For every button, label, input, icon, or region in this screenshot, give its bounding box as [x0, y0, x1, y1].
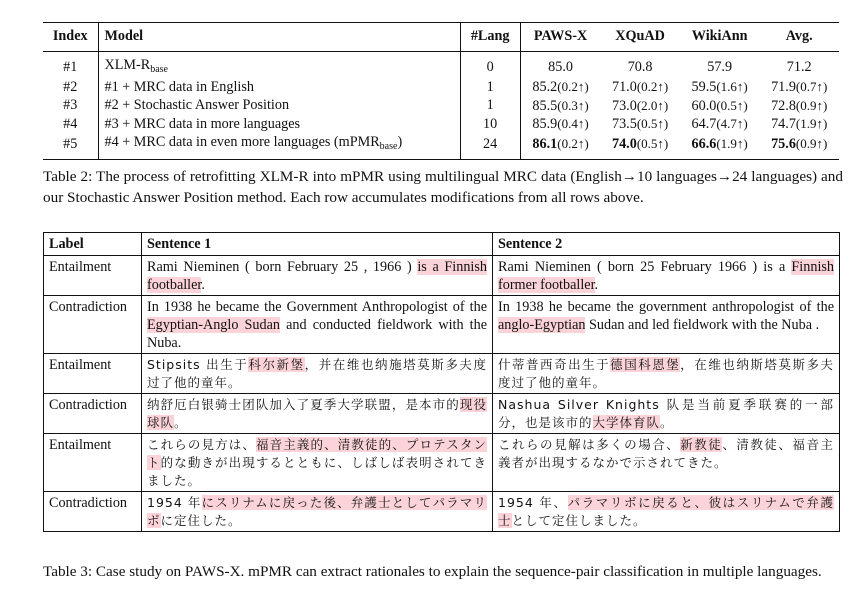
wikiann-value: 59.5	[691, 79, 717, 95]
table2-caption: Table 2: The process of retrofitting XLM-R into mPMR using multilingual MRC data (English→10 languages→24 languages) and our Stochastic Answer Position method. Each row accumulates modifications from all rows above.	[43, 168, 843, 206]
pawsx-value: 85.2	[532, 79, 558, 95]
sentence-text: 什蒂普西奇出生于	[498, 357, 611, 372]
col-sentence1-header: Sentence 1	[142, 233, 493, 256]
cell-avg	[759, 134, 839, 160]
sentence-2	[493, 434, 840, 492]
sentence-text: として定住しました。	[511, 513, 647, 528]
row-model: #2 + Stochastic Answer Position	[98, 97, 460, 116]
sentence-text: Rami Nieminen ( born February 25 , 1966 )	[147, 259, 418, 275]
table-row	[43, 51, 839, 78]
col-pawsx-header: PAWS-X	[533, 28, 588, 44]
results-table	[43, 22, 839, 160]
sentence-text: 1954 年	[147, 495, 202, 510]
sentence-text: In 1938 he became the Government Anthropologist of the	[147, 299, 487, 315]
cell-avg	[759, 97, 839, 116]
col-xquad-header: XQuAD	[615, 28, 665, 44]
cell-xquad	[600, 115, 680, 134]
sentence-text: 1954 年、	[498, 495, 568, 510]
table-row	[43, 97, 839, 116]
xquad-value: 70.8	[627, 58, 653, 75]
col-index-header: Index	[43, 23, 98, 52]
cell-avg	[759, 115, 839, 134]
rationale-highlight: Finnish former footballer	[498, 259, 834, 293]
sentence-2	[493, 354, 840, 394]
row-label: Entailment	[44, 434, 142, 492]
wikiann-value: 60.0	[691, 97, 717, 114]
sentence-2	[493, 296, 840, 354]
avg-value: 74.7	[771, 116, 796, 132]
avg-delta: (0.7↑)	[795, 79, 828, 94]
wikiann-value: 57.9	[707, 58, 733, 75]
sentence-text: .	[594, 277, 599, 293]
table-row	[44, 296, 840, 354]
avg-delta: (1.9↑)	[795, 116, 828, 131]
rationale-highlight: 德国科恩堡	[610, 357, 681, 372]
col-model-header: Model	[98, 23, 460, 52]
wikiann-value: 64.7	[691, 116, 717, 132]
col-avg-header: Avg.	[785, 28, 813, 44]
row-lang: 1	[460, 78, 520, 97]
case-study-table	[43, 232, 840, 532]
row-lang: 1	[460, 97, 520, 116]
sentence-text: 。	[660, 415, 674, 430]
pawsx-value: 85.0	[548, 58, 573, 75]
sentence-text: 。	[174, 415, 188, 430]
cell-wikiann	[680, 97, 760, 116]
avg-delta: (0.9↑)	[795, 97, 828, 113]
row-index: #2	[43, 78, 98, 97]
col-sentence2-header: Sentence 2	[493, 233, 840, 256]
rationale-highlight: is a Finnish footballer	[147, 259, 487, 293]
row-model: #4 + MRC data in even more languages (mPMR$_{base}$)	[98, 134, 460, 160]
table-row	[44, 434, 840, 492]
cell-pawsx	[520, 134, 600, 160]
row-model: #1 + MRC data in English	[98, 78, 460, 97]
sentence-2	[493, 394, 840, 434]
cell-pawsx	[520, 115, 600, 134]
row-lang: 10	[460, 115, 520, 134]
sentence-text: .	[201, 277, 205, 293]
sentence-1	[142, 394, 493, 434]
pawsx-value: 85.9	[532, 116, 558, 132]
sentence-text: 的な動きが出現するとともに、しばしば表明されてきました。	[147, 455, 487, 488]
model-subscript: base	[150, 63, 168, 75]
rationale-highlight: 现役球队	[147, 397, 487, 430]
results-table-header	[43, 23, 839, 52]
cell-wikiann	[680, 115, 760, 134]
cell-wikiann	[680, 134, 760, 160]
sentence-1	[142, 256, 493, 296]
xquad-value: 71.0	[611, 79, 637, 95]
sentence-2	[493, 492, 840, 532]
sentence-text: 纳舒厄白银骑士团队加入了夏季大学联盟，是本市的	[147, 397, 460, 412]
table-row	[43, 115, 839, 134]
col-lang-header: #Lang	[460, 23, 520, 52]
cell-pawsx	[520, 97, 600, 116]
cell-pawsx	[520, 78, 600, 97]
table-row	[44, 354, 840, 394]
xquad-value: 74.0	[611, 136, 637, 152]
row-label: Contradiction	[44, 394, 142, 434]
row-model: XLM-$R_{base}$	[98, 51, 460, 78]
cell-avg	[759, 51, 839, 78]
sentence-text: に定住した。	[160, 513, 242, 528]
sentence-text: これらの見方は、	[147, 437, 256, 452]
row-index: #5	[43, 134, 98, 160]
sentence-1	[142, 354, 493, 394]
row-label: Contradiction	[44, 492, 142, 532]
avg-value: 72.8	[771, 97, 796, 114]
xquad-delta: (2.0↑)	[636, 97, 669, 113]
row-label: Entailment	[44, 354, 142, 394]
model-subscript: base	[379, 140, 398, 152]
sentence-text: ，并在维也纳施塔莫斯多夫度过了他的童年。	[147, 357, 487, 390]
rationale-highlight: Egyptian-Anglo Sudan	[147, 317, 280, 333]
pawsx-value: 86.1	[532, 136, 558, 152]
wikiann-delta: (4.7↑)	[716, 116, 748, 131]
avg-value: 71.2	[786, 58, 812, 75]
sentence-text: Stipsits 出生于	[147, 357, 249, 372]
cell-xquad	[600, 51, 680, 78]
xquad-value: 73.0	[611, 97, 637, 114]
cell-xquad	[600, 134, 680, 160]
cell-avg	[759, 78, 839, 97]
row-lang: 24	[460, 134, 520, 160]
table-row	[43, 134, 839, 160]
row-model: #3 + MRC data in more languages	[98, 115, 460, 134]
sentence-text: In 1938 he became the government anthropologist of the	[498, 299, 834, 315]
sentence-text: 、清教徒、福音主義者が出現するなかで示されてきた。	[498, 437, 834, 470]
xquad-delta: (0.5↑)	[636, 136, 669, 151]
pawsx-delta: (0.2↑)	[557, 79, 589, 94]
rationale-highlight: 新教徒	[680, 437, 723, 452]
wikiann-delta: (1.9↑)	[716, 136, 748, 151]
xquad-delta: (0.2↑)	[636, 79, 669, 94]
sentence-text: Rami Nieminen ( born 25 February 1966 ) is a	[498, 259, 792, 275]
pawsx-value: 85.5	[532, 97, 558, 114]
rationale-highlight: 福音主義的、清教徒的、プロテスタント	[147, 437, 487, 470]
sentence-2	[493, 256, 840, 296]
avg-value: 75.6	[771, 136, 796, 152]
rationale-highlight: anglo-Egyptian	[498, 317, 586, 333]
case-study-header	[44, 233, 840, 256]
table3-caption: Table 3: Case study on PAWS-X. mPMR can extract rationales to explain the sequence-pair classification in multiple languages.	[43, 563, 822, 580]
pawsx-delta: (0.3↑)	[557, 97, 589, 113]
xquad-delta: (0.5↑)	[636, 116, 669, 131]
table-row	[43, 78, 839, 97]
sentence-text: Sudan and led fieldwork with the Nuba .	[585, 317, 820, 333]
xquad-value: 73.5	[611, 116, 637, 132]
sentence-text: and conducted fieldwork with the Nuba.	[147, 317, 488, 351]
sentence-text: これらの見解は多くの場合、	[498, 437, 681, 452]
rationale-highlight: にスリナムに戻った後、弁護士としてパラマリボ	[147, 495, 487, 528]
sentence-1	[142, 296, 493, 354]
rationale-highlight: パラマリボに戻ると、彼はスリナムで弁護士	[498, 495, 834, 528]
wikiann-value: 66.6	[691, 136, 717, 152]
avg-value: 71.9	[771, 79, 796, 95]
row-label: Entailment	[44, 256, 142, 296]
rationale-highlight: 科尔新堡	[248, 357, 305, 372]
row-lang: 0	[460, 51, 520, 78]
pawsx-delta: (0.4↑)	[557, 116, 589, 131]
row-index: #3	[43, 97, 98, 116]
row-index: #1	[43, 51, 98, 78]
cell-pawsx	[520, 51, 600, 78]
wikiann-delta: (0.5↑)	[716, 97, 748, 113]
sentence-1	[142, 492, 493, 532]
table-row	[44, 394, 840, 434]
cell-xquad	[600, 78, 680, 97]
row-label: Contradiction	[44, 296, 142, 354]
wikiann-delta: (1.6↑)	[716, 79, 748, 94]
cell-wikiann	[680, 51, 760, 78]
cell-wikiann	[680, 78, 760, 97]
sentence-text: Nashua Silver Knights 队是当前夏季联赛的一部分，也是该市的	[498, 397, 834, 430]
cell-xquad	[600, 97, 680, 116]
case-study-body	[44, 256, 840, 532]
row-index: #4	[43, 115, 98, 134]
rationale-highlight: 大学体育队	[592, 415, 661, 430]
results-table-body	[43, 51, 839, 160]
col-wikiann-header: WikiAnn	[691, 28, 748, 44]
pawsx-delta: (0.2↑)	[557, 136, 589, 151]
col-label-header: Label	[44, 233, 142, 256]
sentence-text: ，在维也纳斯塔莫斯多夫度过了他的童年。	[498, 357, 834, 390]
table-row	[44, 492, 840, 532]
sentence-1	[142, 434, 493, 492]
table-row	[44, 256, 840, 296]
avg-delta: (0.9↑)	[795, 136, 828, 151]
